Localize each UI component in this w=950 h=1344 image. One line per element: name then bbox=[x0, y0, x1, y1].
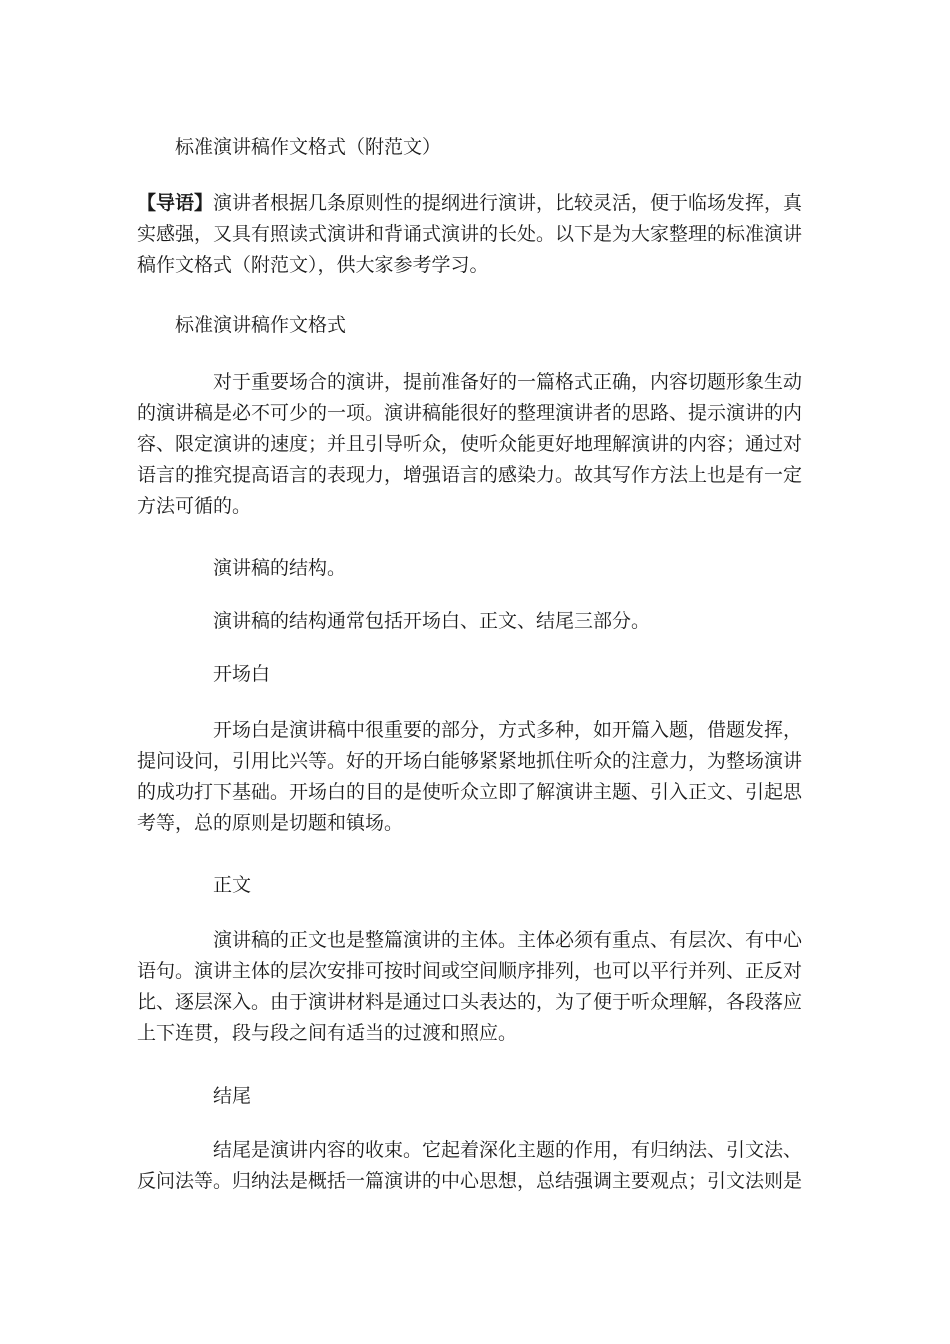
intro-text: 演讲者根据几条原则性的提纲进行演讲，比较灵活，便于临场发挥，真实感强，又具有照读式演讲和背诵式演讲的长处。以下是为大家整理的标准演讲稿作文格式（附范文），供大家参考学习。 bbox=[137, 192, 803, 276]
opening-paragraph: 开场白是演讲稿中很重要的部分，方式多种，如开篇入题，借题发挥，提问设问，引用比兴等。好的开场白能够紧紧地抓住听众的注意力，为整场演讲的成功打下基础。开场白的目的是使听众立即了解演讲主题、引入正文、引起思考等，总的原则是切题和镇场。 bbox=[137, 719, 803, 834]
structure-heading: 演讲稿的结构。 bbox=[213, 557, 347, 579]
paragraph-purpose: 对于重要场合的演讲，提前准备好的一篇格式正确，内容切题形象生动的演讲稿是必不可少的一项。演讲稿能很好的整理演讲者的思路、提示演讲的内容、限定演讲的速度；并且引导听众，使听众能更好地理解演讲的内容；通过对语言的推究提高语言的表现力，增强语言的感染力。故其写作方法上也是有一定方法可循的。 bbox=[137, 371, 803, 517]
intro-paragraph bbox=[137, 188, 813, 281]
ending-paragraph: 结尾是演讲内容的收束。它起着深化主题的作用，有归纳法、引文法、反问法等。归纳法是概括一篇演讲的中心思想，总结强调主要观点；引文法则是 bbox=[137, 1139, 803, 1192]
section-title: 标准演讲稿作文格式 bbox=[175, 314, 347, 336]
intro-tag: 【导语】 bbox=[137, 192, 214, 214]
body-heading: 正文 bbox=[213, 874, 252, 896]
opening-heading: 开场白 bbox=[213, 663, 271, 685]
structure-text: 演讲稿的结构通常包括开场白、正文、结尾三部分。 bbox=[213, 610, 651, 632]
document-title: 标准演讲稿作文格式（附范文） bbox=[175, 136, 442, 158]
body-paragraph: 演讲稿的正文也是整篇演讲的主体。主体必须有重点、有层次、有中心语句。演讲主体的层次安排可按时间或空间顺序排列，也可以平行并列、正反对比、逐层深入。由于演讲材料是通过口头表达的，为了便于听众理解，各段落应上下连贯，段与段之间有适当的过渡和照应。 bbox=[137, 929, 803, 1044]
ending-heading: 结尾 bbox=[213, 1085, 252, 1107]
